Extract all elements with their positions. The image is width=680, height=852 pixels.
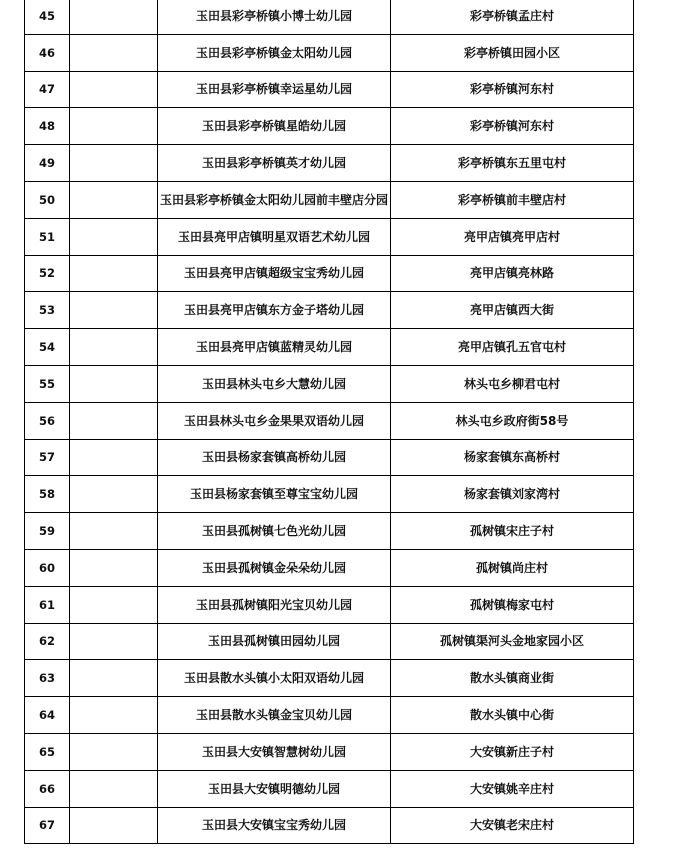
address-cell: 彩亭桥镇田园小区	[391, 34, 634, 71]
kindergarten-name-cell: 玉田县大安镇智慧树幼儿园	[158, 733, 391, 770]
table-row	[25, 108, 634, 145]
kindergarten-name-cell: 玉田县孤树镇阳光宝贝幼儿园	[158, 586, 391, 623]
empty-cell	[70, 586, 158, 623]
row-number-cell: 57	[25, 439, 70, 476]
row-number-cell: 48	[25, 108, 70, 145]
row-number-cell: 54	[25, 329, 70, 366]
empty-cell	[70, 770, 158, 807]
kindergarten-name-cell: 玉田县亮甲店镇东方金子塔幼儿园	[158, 292, 391, 329]
empty-cell	[70, 181, 158, 218]
empty-cell	[70, 733, 158, 770]
address-cell: 亮甲店镇西大街	[391, 292, 634, 329]
address-cell: 大安镇姚辛庄村	[391, 770, 634, 807]
address-cell: 彩亭桥镇河东村	[391, 108, 634, 145]
kindergarten-table-container	[24, 0, 633, 844]
kindergarten-name-cell: 玉田县大安镇明德幼儿园	[158, 770, 391, 807]
empty-cell	[70, 108, 158, 145]
table-row	[25, 402, 634, 439]
empty-cell	[70, 623, 158, 660]
table-row	[25, 34, 634, 71]
table-row	[25, 145, 634, 182]
address-cell: 孤树镇梅家屯村	[391, 586, 634, 623]
row-number-cell: 50	[25, 181, 70, 218]
empty-cell	[70, 402, 158, 439]
row-number-cell: 61	[25, 586, 70, 623]
address-cell: 林头屯乡政府街58号	[391, 402, 634, 439]
kindergarten-name-cell: 玉田县孤树镇金朵朵幼儿园	[158, 549, 391, 586]
row-number-cell: 64	[25, 697, 70, 734]
empty-cell	[70, 476, 158, 513]
table-row	[25, 586, 634, 623]
address-cell: 散水头镇中心街	[391, 697, 634, 734]
row-number-cell: 58	[25, 476, 70, 513]
table-row	[25, 292, 634, 329]
table-row	[25, 181, 634, 218]
address-cell: 大安镇新庄子村	[391, 733, 634, 770]
kindergarten-name-cell: 玉田县亮甲店镇明星双语艺术幼儿园	[158, 218, 391, 255]
row-number-cell: 46	[25, 34, 70, 71]
address-cell: 亮甲店镇孔五官屯村	[391, 329, 634, 366]
table-row	[25, 71, 634, 108]
empty-cell	[70, 292, 158, 329]
row-number-cell: 47	[25, 71, 70, 108]
row-number-cell: 52	[25, 255, 70, 292]
row-number-cell: 65	[25, 733, 70, 770]
empty-cell	[70, 0, 158, 34]
table-row	[25, 807, 634, 844]
kindergarten-name-cell: 玉田县林头屯乡大慧幼儿园	[158, 365, 391, 402]
address-cell: 杨家套镇东高桥村	[391, 439, 634, 476]
empty-cell	[70, 71, 158, 108]
kindergarten-name-cell: 玉田县林头屯乡金果果双语幼儿园	[158, 402, 391, 439]
table-row	[25, 255, 634, 292]
table-row	[25, 365, 634, 402]
row-number-cell: 59	[25, 513, 70, 550]
table-row	[25, 218, 634, 255]
empty-cell	[70, 34, 158, 71]
kindergarten-name-cell: 玉田县孤树镇田园幼儿园	[158, 623, 391, 660]
kindergarten-name-cell: 玉田县散水头镇金宝贝幼儿园	[158, 697, 391, 734]
table-row	[25, 697, 634, 734]
address-cell: 大安镇老宋庄村	[391, 807, 634, 844]
row-number-cell: 56	[25, 402, 70, 439]
address-cell: 亮甲店镇亮甲店村	[391, 218, 634, 255]
table-row	[25, 476, 634, 513]
address-cell: 彩亭桥镇前丰壁店村	[391, 181, 634, 218]
row-number-cell: 62	[25, 623, 70, 660]
row-number-cell: 53	[25, 292, 70, 329]
empty-cell	[70, 218, 158, 255]
table-row	[25, 623, 634, 660]
address-cell: 彩亭桥镇东五里屯村	[391, 145, 634, 182]
empty-cell	[70, 145, 158, 182]
kindergarten-name-cell: 玉田县大安镇宝宝秀幼儿园	[158, 807, 391, 844]
address-cell: 林头屯乡柳君屯村	[391, 365, 634, 402]
empty-cell	[70, 697, 158, 734]
row-number-cell: 45	[25, 0, 70, 34]
kindergarten-name-cell: 玉田县彩亭桥镇金太阳幼儿园	[158, 34, 391, 71]
row-number-cell: 55	[25, 365, 70, 402]
table-row	[25, 439, 634, 476]
address-cell: 孤树镇宋庄子村	[391, 513, 634, 550]
empty-cell	[70, 660, 158, 697]
kindergarten-name-cell: 玉田县彩亭桥镇小博士幼儿园	[158, 0, 391, 34]
address-cell: 孤树镇尚庄村	[391, 549, 634, 586]
address-cell: 彩亭桥镇孟庄村	[391, 0, 634, 34]
table-row	[25, 513, 634, 550]
table-row	[25, 0, 634, 34]
kindergarten-name-cell: 玉田县亮甲店镇超级宝宝秀幼儿园	[158, 255, 391, 292]
table-body	[25, 0, 634, 844]
table-row	[25, 660, 634, 697]
kindergarten-name-cell: 玉田县彩亭桥镇星皓幼儿园	[158, 108, 391, 145]
row-number-cell: 49	[25, 145, 70, 182]
table-row	[25, 549, 634, 586]
empty-cell	[70, 513, 158, 550]
address-cell: 杨家套镇刘家湾村	[391, 476, 634, 513]
address-cell: 亮甲店镇亮林路	[391, 255, 634, 292]
kindergarten-name-cell: 玉田县杨家套镇至尊宝宝幼儿园	[158, 476, 391, 513]
empty-cell	[70, 329, 158, 366]
table-row	[25, 329, 634, 366]
row-number-cell: 60	[25, 549, 70, 586]
kindergarten-table	[24, 0, 634, 844]
address-cell: 彩亭桥镇河东村	[391, 71, 634, 108]
row-number-cell: 63	[25, 660, 70, 697]
kindergarten-name-cell: 玉田县彩亭桥镇金太阳幼儿园前丰壁店分园	[158, 181, 391, 218]
address-cell: 孤树镇渠河头金地家园小区	[391, 623, 634, 660]
kindergarten-name-cell: 玉田县散水头镇小太阳双语幼儿园	[158, 660, 391, 697]
kindergarten-name-cell: 玉田县亮甲店镇蓝精灵幼儿园	[158, 329, 391, 366]
empty-cell	[70, 365, 158, 402]
kindergarten-name-cell: 玉田县孤树镇七色光幼儿园	[158, 513, 391, 550]
table-row	[25, 770, 634, 807]
row-number-cell: 51	[25, 218, 70, 255]
empty-cell	[70, 807, 158, 844]
kindergarten-name-cell: 玉田县彩亭桥镇幸运星幼儿园	[158, 71, 391, 108]
empty-cell	[70, 255, 158, 292]
row-number-cell: 66	[25, 770, 70, 807]
kindergarten-name-cell: 玉田县杨家套镇高桥幼儿园	[158, 439, 391, 476]
table-row	[25, 733, 634, 770]
address-cell: 散水头镇商业街	[391, 660, 634, 697]
row-number-cell: 67	[25, 807, 70, 844]
kindergarten-name-cell: 玉田县彩亭桥镇英才幼儿园	[158, 145, 391, 182]
empty-cell	[70, 439, 158, 476]
empty-cell	[70, 549, 158, 586]
